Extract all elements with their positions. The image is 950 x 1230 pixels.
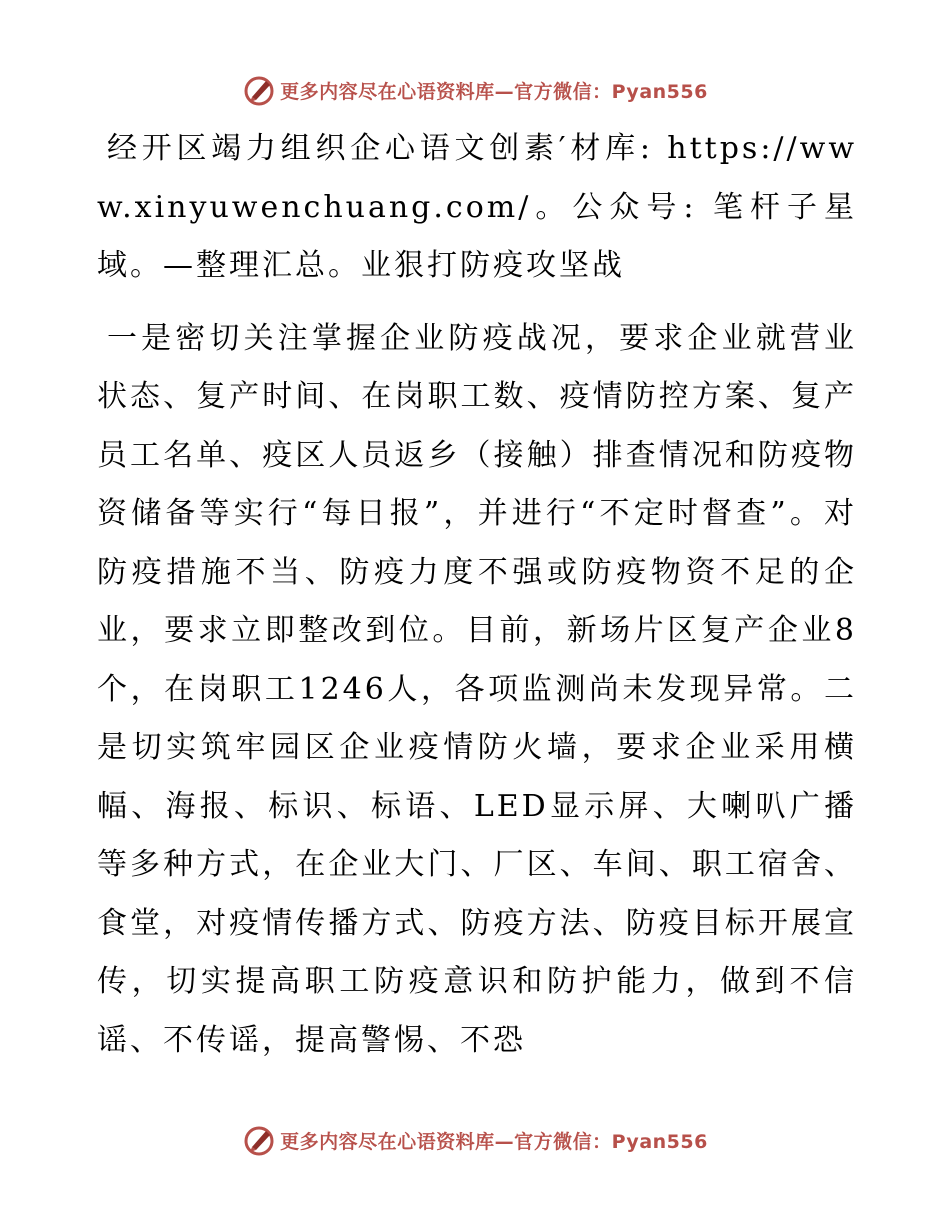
footer-watermark-banner [0,1120,950,1160]
pen-nib-logo-icon [242,73,276,107]
pen-nib-logo-icon [242,1123,276,1157]
header-watermark-banner [0,70,950,110]
document-paragraph-body: 一是密切关注掌握企业防疫战况，要求企业就营业状态、复产时间、在岗职工数、疫情防控方案、复产员工名单、疫区人员返乡（接触）排查情况和防疫物资储备等实行“每日报”，并进行“不定时督查”。对防疫措施不当、防疫力度不强或防疫物资不足的企业，要求立即整改到位。目前，新场片区复产企业8个，在岗职工1246人，各项监测尚未发现异常。二是切实筑牢园区企业疫情防火墙，要求企业采用横幅、海报、标识、标语、LED显示屏、大喇叭广播等多种方式，在企业大门、厂区、车间、职工宿舍、食堂，对疫情传播方式、防疫方法、防疫目标开展宣传，切实提高职工防疫意识和防护能力，做到不信谣、不传谣，提高警惕、不恐 [97,320,857,1058]
document-paragraph-title: 经开区竭力组织企心语文创素′材库: https://www.xinyuwenchuang.com/。公众号: 笔杆子星域。—整理汇总。业狠打防疫攻坚战 [97,131,857,283]
header-banner-text: 更多内容尽在心语资料库—官方微信：Pyan556 [280,80,708,103]
footer-banner-text: 更多内容尽在心语资料库—官方微信：Pyan556 [280,1130,708,1153]
document-body [97,120,857,1070]
